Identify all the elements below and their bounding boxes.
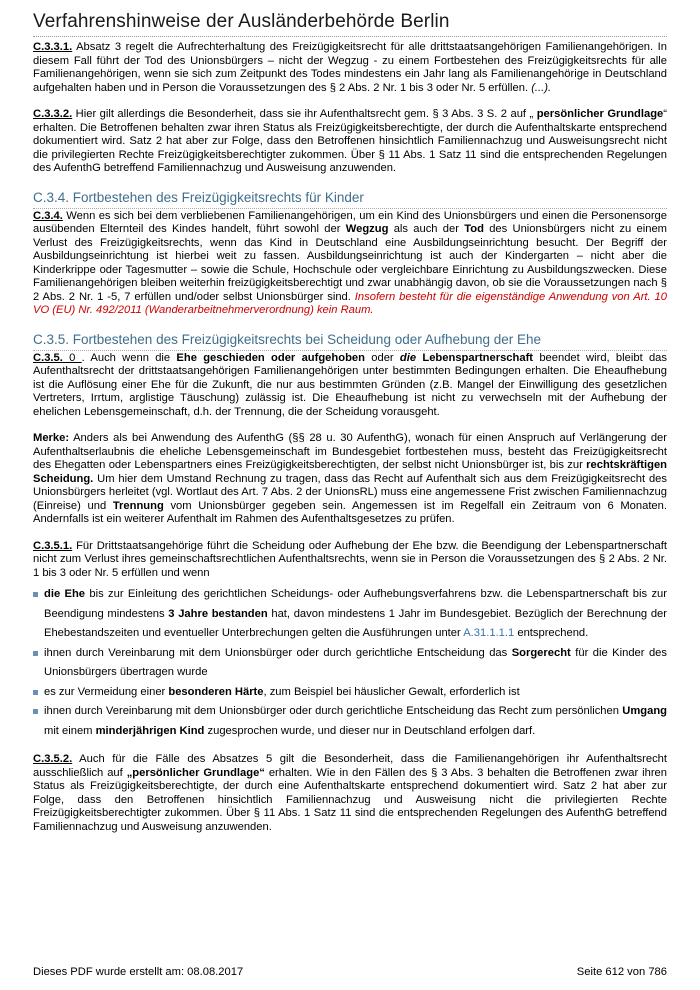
section-divider (33, 350, 667, 351)
paragraph-c332: C.3.3.2. Hier gilt allerdings die Besonderheit, dass sie ihr Aufenthaltsrecht gem. § 3 Abs. 3 S. 2 auf „ persönlicher Grundlage“ erhalten. Die Betroffenen behalten zwar ihren Status als Freizügigkeitsberechtigte, der durch die Aufenthaltskarte entsprechend dokumentiert wird. Satz 2 hat aber zur Folge, dass den Betroffenen hinsichtlich Familiennachzug und Ausweisungsrecht nicht die privilegierten Rechte Freizügigkeitsberechtigter zukommen. Über § 11 Abs. 1 Satz 11 sind die entsprechenden Regelungen des AufenthG betreffend Familiennachzug und Ausweisung anzuwenden. (33, 108, 667, 174)
bullet-square-icon (33, 690, 38, 695)
condition-list (33, 585, 667, 741)
page-title: Verfahrenshinweise der Ausländerbehörde Berlin (33, 11, 450, 32)
document-body (33, 41, 667, 847)
bullet-square-icon (33, 709, 38, 714)
document-page (33, 0, 667, 990)
section-heading-c35: C.3.5. Fortbestehen des Freizügigkeitsrechts bei Scheidung oder Aufhebung der Ehe (33, 331, 542, 347)
paragraph-c34: C.3.4. Wenn es sich bei dem verbliebenen Familienangehörigen, um ein Kind des Unionsbürgers und einen die Personensorge ausübenden Elternteil des Kindes handelt, führt sowohl der Wegzug als auch der Tod des Unionsbürgers nicht zu einem Verlust des Freizügigkeitsrechts, wenn das Kind in Deutschland eine Ausbildungseinrichtung besucht. Der Begriff der Ausbildungseinrichtung ist hierbei weit zu fassen. Ausbildungseinrichtung ist auch der Kindergarten – nicht aber die Kinderkrippe oder Tagesmutter – sowie die Schule, Hochschule oder vergleichbare Einrichtung zu Ausbildungszwecken. Diese Familienangehörigen bleiben weiterhin freizügigkeitsberechtigt und zwar unabhängig davon, ob sie die Voraussetzungen nach § 2 Abs. 2 Nr. 1 -5, 7 erfüllen und/oder selbst Unionsbürger sind. Insofern besteht für die eigenständige Anwendung von Art. 10 VO (EU) Nr. 492/2011 (Wanderarbeitnehmerverordnung) kein Raum. (33, 209, 667, 316)
paragraph-c331: C.3.3.1. Absatz 3 regelt die Aufrechterhaltung des Freizügigkeitsrecht für alle drittstaatsangehörigen Familienangehörigen. In diesem Fall führt der Tod des Unionsbürgers – nicht der Wegzug - zu einem Fortbestehen des Freizügigkeitsrechts für alle Familienangehörigen, wenn sie sich zum Zeitpunkt des Todes mindestens ein Jahr lang als Familienangehörige in Deutschland aufgehalten haben und in Person die Voraussetzungen des § 2 Abs. 2 Nr. 1 bis 3 oder Nr. 5 erfüllen. (...). (33, 41, 667, 94)
bullet-square-icon (33, 651, 38, 656)
section-ref: C.3.5. (33, 351, 63, 364)
creation-date: Dieses PDF wurde erstellt am: 08.08.2017 (33, 966, 244, 978)
page-number: Seite 612 von 786 (576, 966, 667, 978)
section-ref: C.3.3.2. (33, 108, 73, 120)
section-ref: C.3.5.2. (33, 753, 73, 765)
merke-label: Merke: (33, 432, 70, 444)
bullet-square-icon (33, 592, 38, 597)
list-item: es zur Vermeidung einer besonderen Härte, zum Beispiel bei häuslicher Gewalt, erforderlich ist (33, 683, 667, 703)
section-ref: C.3.4. (33, 209, 63, 222)
section-ref: C.3.5.1. (33, 539, 73, 552)
paragraph-c352: C.3.5.2. Auch für die Fälle des Absatzes 5 gilt die Besonderheit, dass die Familienangehörigen ihr Aufenthaltsrecht ausschließlich auf „persönlicher Grundlage“ erhalten. Wie in den Fällen des § 3 Abs. 3 behalten die Betroffenen zwar ihren Status als Freizügigkeitsberechtigte, der durch eine Aufenthaltskarte entsprechend dokumentiert wird. Satz 2 hat aber zur Folge, dass den Betroffenen hinsichtlich Familiennachzug und Ausweisung nicht die privilegierten Rechte Freizügigkeitsberechtigter zukommen. Über § 11 Abs. 1 Satz 11 sind die entsprechenden Regelungen des AufenthG betreffend Familiennachzug und Ausweisung anzuwenden. (33, 753, 668, 833)
title-divider (33, 36, 667, 37)
paragraph-c351: C.3.5.1. Für Drittstaatsangehörige führt die Scheidung oder Aufhebung der Ehe bzw. die Beendigung der Lebenspartnerschaft nicht zum Verlust ihres gemeinschaftsrechtlichen Aufenthaltsrechts, wenn sie in Person die Voraussetzungen des § 2 Abs. 2 Nr. 1 bis 3 oder Nr. 5 erfüllen und wenn (33, 539, 667, 579)
list-item: die Ehe bis zur Einleitung des gerichtlichen Scheidungs- oder Aufhebungsverfahrens bzw. die Lebenspartnerschaft bis zur Beendigung mindestens 3 Jahre bestanden hat, davon mindestens 1 Jahr im Bundesgebiet. Bezüglich der Berechnung der Ehebestandszeiten und eventueller Unterbrechungen gelten die Ausführungen unter A.31.1.1.1 entsprechend. (33, 585, 667, 644)
list-item: ihnen durch Vereinbarung mit dem Unionsbürger oder durch gerichtliche Entscheidung das Recht zum persönlichen Umgang mit einem minderjährigen Kind zugesprochen wurde, und dieser nur in Deutschland erfolgen darf. (33, 702, 667, 741)
section-ref: C.3.3.1. (33, 41, 73, 53)
section-divider (33, 208, 667, 209)
section-heading-c34: C.3.4. Fortbestehen des Freizügigkeitsrechts für Kinder (33, 189, 364, 205)
paragraph-c35: C.3.5. 0 . Auch wenn die Ehe geschieden oder aufgehoben oder die Lebenspartnerschaft beendet wird, bleibt das Aufenthaltsrecht der drittstaatsangehörigen Familienangehörigen unter bestimmten Bedingungen erhalten. Die Eheaufhebung ist die Auflösung einer Ehe für die Zukunft, die nur aus bestimmten Gründen (z.B. Mangel der Einwilligung des gesetzlichen Vertreters, Irrtum, arglistige Täuschung) zulässig ist. Die Eheaufhebung ist nicht zu verwechseln mit der Aufhebung der ehelichen Lebensgemeinschaft, d.h. der Trennung, die der Scheidung vorausgeht. (33, 351, 667, 418)
list-item: ihnen durch Vereinbarung mit dem Unionsbürger oder durch gerichtliche Entscheidung das Sorgerecht für die Kinder des Unionsbürgers übertragen wurde (33, 644, 667, 683)
reference-link[interactable]: A.31.1.1.1 (463, 627, 515, 639)
paragraph-merke: Merke: Anders als bei Anwendung des AufenthG (§§ 28 u. 30 AufenthG), wonach für einen Anspruch auf Verlängerung der Aufenthaltserlaubnis die eheliche Lebensgemeinschaft im Bundesgebiet fortbestehen muss, besteht das Freizügigkeitsrecht des Ehegatten oder Lebenspartners eines Freizügigkeitsberechtigten, der selbst nicht Unionsbürger ist, bis zur rechtskräftigen Scheidung. Um hier dem Umstand Rechnung zu tragen, dass das Recht auf Aufenthalt sich aus dem Freizügigkeitsrecht des Unionsbürgers herleitet (vgl. Wortlaut des Art. 7 Abs. 2 der UnionsRL) muss eine angemessene Frist zwischen Familiennachzug (Einreise) und Trennung vom Unionsbürger gegeben sein. Angemessen ist im Regelfall ein Zeitraum von 6 Monaten. Andernfalls ist ein weiterer Aufenthalt im Rahmen des Aufenthaltsgesetzes zu prüfen. (33, 432, 667, 525)
